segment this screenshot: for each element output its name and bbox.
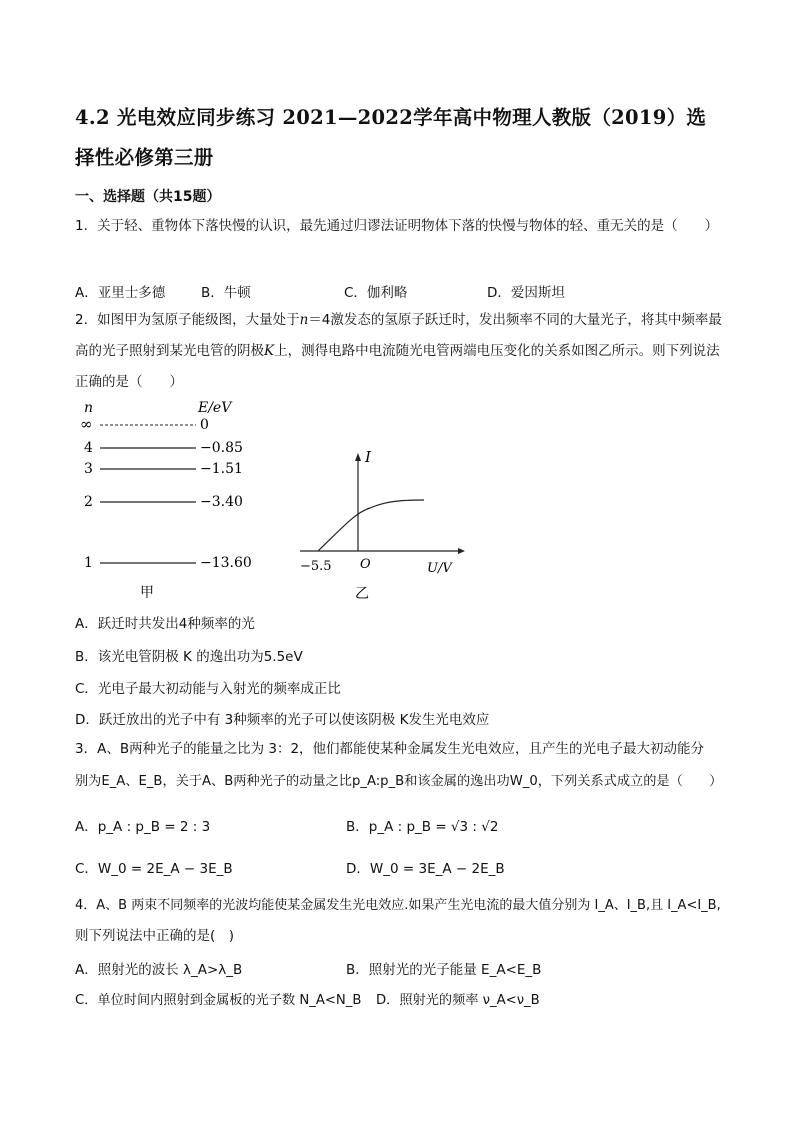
question-2-stem-part-b: 激发态的氢原子跃迁时，发出频率不同的大量光子，将其中频率最高的光子照射到某光电管的阴极 <box>75 312 722 359</box>
question-3-option-d: D．W_0 = 3E_A − 2E_B <box>346 861 505 877</box>
energy-level-e-inf: 0 <box>200 417 209 433</box>
question-4-option-a: A．照射光的波长 λ_A>λ_B <box>75 962 243 978</box>
question-2-stem <box>75 305 725 398</box>
question-1-option-d: D．爱因斯坦 <box>487 285 565 301</box>
energy-level-e-4: −0.85 <box>200 440 243 456</box>
energy-level-e-2: −3.40 <box>200 494 243 510</box>
energy-level-e-3: −1.51 <box>200 461 243 477</box>
energy-level-n-3: 3 <box>84 461 93 477</box>
question-3-line-1: 3．A、B两种光子的能量之比为 3：2，他们都能使某种金属发生光电效应，且产生的光电子最大初动能分 <box>75 741 705 757</box>
question-1-option-c: C．伽利略 <box>344 285 408 301</box>
energy-level-header-e: E/eV <box>198 400 232 416</box>
question-2-stem-k: K <box>264 343 275 359</box>
question-2-stem-n: n <box>299 312 309 328</box>
energy-level-n-4: 4 <box>84 440 93 456</box>
question-2-option-a: A．跃迁时共发出4种频率的光 <box>75 616 255 632</box>
photocurrent-curve <box>318 500 424 551</box>
energy-level-caption: 甲 <box>140 585 154 601</box>
energy-level-n-inf: ∞ <box>80 415 93 433</box>
question-2-option-d: D．跃迁放出的光子中有 3种频率的光子可以使该阴极 K发生光电效应 <box>75 712 490 728</box>
question-3-option-a: A．p_A : p_B = 2 : 3 <box>75 819 211 835</box>
graph-y-label: I <box>365 448 371 466</box>
question-3-option-b: B．p_A : p_B = √3 : √2 <box>346 819 499 835</box>
question-3-option-c: C．W_0 = 2E_A − 3E_B <box>75 861 233 877</box>
graph-y-arrow <box>355 453 361 461</box>
question-2-stem-part-c: 上，测得电路中电流随光电管两端电压变化的关系如图乙所示。则下列说法正确的是（ ） <box>75 343 720 390</box>
energy-level-n-1: 1 <box>84 555 93 571</box>
question-1-stem: 1．关于轻、重物体下落快慢的认识，最先通过归谬法证明物体下落的快慢与物体的轻、重无关的是（ ） <box>75 218 719 234</box>
graph-origin-label: O <box>360 557 371 572</box>
energy-level-n-2: 2 <box>84 494 93 510</box>
graph-x-arrow <box>458 548 465 554</box>
question-2-stem-eq: ＝4 <box>308 312 331 328</box>
energy-level-diagram <box>78 398 278 608</box>
question-4-line-1: 4．A、B 两束不同频率的光波均能使某金属发生光电效应.如果产生光电流的最大值分别为 I_A、I_B,且 I_A<I_B, <box>75 898 721 913</box>
question-1-option-b: B．牛顿 <box>201 285 251 301</box>
section-heading: 一、选择题（共15题） <box>75 189 221 205</box>
graph-x-tick: −5.5 <box>300 559 332 574</box>
energy-level-e-1: −13.60 <box>200 555 252 571</box>
question-4-option-d: D．照射光的频率 ν_A<ν_B <box>376 993 540 1008</box>
energy-level-header-n: n <box>84 400 94 416</box>
current-voltage-graph <box>292 448 472 608</box>
question-2-stem-part-a: 2．如图甲为氢原子能级图，大量处于 <box>75 312 300 328</box>
question-2-option-c: C．光电子最大初动能与入射光的频率成正比 <box>75 681 341 697</box>
question-4-line-2: 则下列说法中正确的是( ) <box>75 928 235 944</box>
graph-x-label: U/V <box>427 561 452 576</box>
question-4-option-b: B．照射光的光子能量 E_A<E_B <box>346 962 542 978</box>
question-4-option-c: C．单位时间内照射到金属板的光子数 N_A<N_B <box>75 993 362 1008</box>
question-2-option-b: B．该光电管阴极 K 的逸出功为5.5eV <box>75 649 303 665</box>
question-1-option-a: A．亚里士多德 <box>75 285 166 301</box>
page-title: 4.2 光电效应同步练习 2021—2022学年高中物理人教版（2019）选择性必修第三册 <box>75 106 707 169</box>
graph-caption: 乙 <box>355 586 369 602</box>
question-3-line-2: 别为E_A、E_B，关于A、B两种光子的动量之比p_A:p_B和该金属的逸出功W_0，下列关系式成立的是（ ） <box>75 774 723 789</box>
